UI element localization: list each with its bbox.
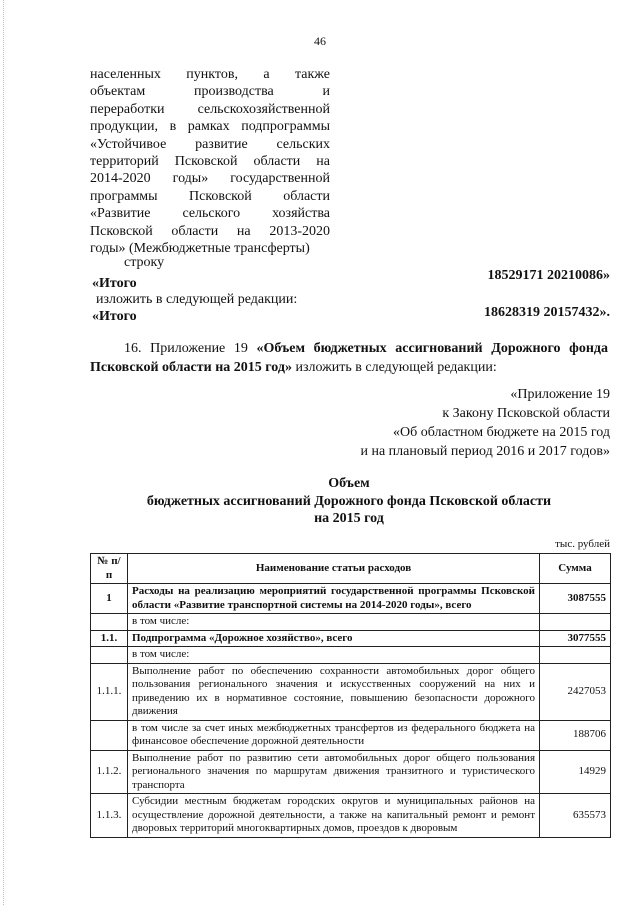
table-row	[91, 663, 611, 720]
intro-line: годы» (Межбюджетные трансферты)	[90, 241, 310, 257]
annex-line: к Закону Псковской области	[442, 406, 610, 421]
table-row	[91, 720, 611, 750]
row-name: в том числе за счет иных межбюджетных трансфертов из федерального бюджета на финансовое обеспечение дорожной деятельности	[128, 720, 540, 750]
intro-text	[90, 66, 330, 257]
page-number: 46	[314, 34, 326, 48]
table-row	[91, 750, 611, 794]
intro-line: «Устойчивое развитие сельских	[90, 136, 330, 152]
replace-phrase: изложить в следующей редакции:	[96, 292, 298, 307]
row-number: 1.1.	[91, 630, 128, 647]
budget-table	[90, 553, 611, 838]
table-row	[91, 647, 611, 664]
para16-bold: «Объем бюджетных ассигнований Дорожного фонда Псковской области на 2015 год»	[90, 341, 608, 375]
annex-line: «Об областном бюджете на 2015 год	[393, 425, 610, 440]
intro-line: программы Псковской области	[90, 188, 330, 204]
row-sum: 3077555	[540, 630, 611, 647]
header-name: Наименование статьи расходов	[128, 554, 540, 584]
row-number: 1	[91, 584, 128, 614]
itogo-new-values: 18628319 20157432».	[484, 305, 610, 320]
paragraph-16	[90, 339, 608, 377]
row-name: Субсидии местным бюджетам городских округов и муниципальных районов на осуществление дорожной деятельности, а также на капитальный ремонт и ремонт дворовых территорий многоквартирных домов, проездов к дворовым	[128, 794, 540, 838]
row-name: Расходы на реализацию мероприятий государственной программы Псковской области «Развитие транспортной системы на 2014-2020 годы», всего	[128, 584, 540, 614]
header-num: № п/п	[91, 554, 128, 584]
title-line: Объем	[328, 476, 370, 491]
itogo-old-values: 18529171 20210086»	[487, 268, 610, 283]
intro-line: Псковской области на 2013-2020	[90, 223, 330, 239]
row-number	[91, 614, 128, 631]
annex-line: и на плановый период 2016 и 2017 годов»	[360, 444, 610, 459]
table-row	[91, 614, 611, 631]
row-word: строку	[124, 255, 165, 270]
para16-prefix: 16. Приложение 19	[124, 341, 257, 356]
row-sum: 3087555	[540, 584, 611, 614]
row-sum: 188706	[540, 720, 611, 750]
annex-header	[290, 385, 610, 461]
row-sum	[540, 614, 611, 631]
units-label: тыс. рублей	[555, 538, 610, 550]
row-sum: 14929	[540, 750, 611, 794]
para16-suffix: изложить в следующей редакции:	[291, 360, 497, 375]
title-line: бюджетных ассигнований Дорожного фонда Псковской области	[146, 493, 552, 509]
row-number: 1.1.3.	[91, 794, 128, 838]
header-sum: Сумма	[540, 554, 611, 584]
title-line: на 2015 год	[314, 511, 384, 526]
row-number: 1.1.2.	[91, 750, 128, 794]
intro-line: переработки сельскохозяйственной	[90, 101, 330, 117]
intro-line: 2014-2020 годы» государственной	[90, 171, 330, 187]
row-name: в том числе:	[128, 614, 540, 631]
intro-line: населенных пунктов, а также	[90, 67, 330, 82]
table-header-row	[91, 554, 611, 584]
row-sum: 635573	[540, 794, 611, 838]
row-number: 1.1.1.	[91, 663, 128, 720]
row-name: Выполнение работ по развитию сети автомобильных дорог общего пользования регионального значения по маршрутам движения транзитного и туристического транспорта	[128, 750, 540, 794]
row-name: Выполнение работ по обеспечению сохранности автомобильных дорог общего пользования регионального значения и искусственных сооружений на них и приведению их в нормативное состояние, повышению безопасности дорожного движения	[128, 663, 540, 720]
row-sum: 2427053	[540, 663, 611, 720]
intro-line: продукции, в рамках подпрограммы	[90, 119, 330, 135]
intro-line: «Развитие сельского хозяйства	[90, 206, 330, 222]
row-sum	[540, 647, 611, 664]
intro-line: территорий Псковской области на	[90, 154, 330, 170]
row-number	[91, 720, 128, 750]
table-row	[91, 584, 611, 614]
row-name: в том числе:	[128, 647, 540, 664]
intro-line: объектам производства и	[90, 84, 330, 100]
itogo-new-label: «Итого	[92, 309, 137, 324]
document-title	[90, 475, 608, 528]
table-row	[91, 630, 611, 647]
itogo-old-label: «Итого	[92, 276, 137, 291]
annex-line: «Приложение 19	[510, 387, 610, 402]
row-name: Подпрограмма «Дорожное хозяйство», всего	[128, 630, 540, 647]
row-number	[91, 647, 128, 664]
page-edge-line	[3, 0, 5, 905]
table-row	[91, 794, 611, 838]
